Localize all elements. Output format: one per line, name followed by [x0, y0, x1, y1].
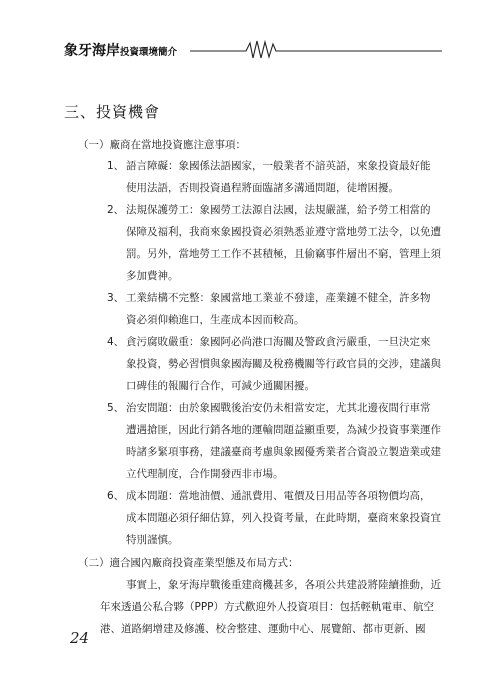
item-line: 法規保護勞工：象國勞工法源自法國，法規嚴謹，給予勞工相當的 — [126, 204, 431, 216]
item-line: 遭遇搶匪，因此行銷各地的運輸問題益顯重要，為減少投資事業運作 — [126, 424, 441, 436]
header-title-sub: 投資環境簡介 — [120, 47, 178, 58]
item-line: 多加費神。 — [126, 270, 179, 282]
item-line: 保障及福利，我商來象國投資必須熟悉並遵守當地勞工法令，以免遭 — [126, 226, 441, 238]
item-line: 治安問題：由於象國戰後治安仍未相當安定，尤其北邊夜間行車常 — [126, 402, 431, 414]
item-line: 口碑佳的報關行合作，可減少通關困擾。 — [126, 380, 315, 392]
item-line: 時諸多緊項事務，建議臺商考慮與象國優秀業者合資設立製造業或建 — [126, 446, 441, 458]
paragraph-line: 年來透過公私合夥（PPP）方式歡迎外人投資項目：包括輕軌電車、航空 — [100, 601, 434, 613]
item-line: 成本問題：當地油價、通訊費用、電價及日用品等各項物價均高， — [126, 490, 431, 502]
item-number: 2、 — [107, 204, 125, 216]
item-number: 6、 — [107, 490, 125, 502]
running-header — [64, 38, 442, 60]
item-number: 4、 — [107, 336, 125, 348]
header-title — [64, 40, 177, 60]
item-line: 象投資，勢必習慣與象國海關及稅務機關等行政官員的交涉，建議與 — [126, 358, 441, 370]
item-number: 1、 — [107, 160, 125, 172]
item-line: 工業結構不完整：象國當地工業並不發達，產業鏈不健全，許多物 — [126, 292, 431, 304]
subsection-heading-1: （一）廠商在當地投資應注意事項： — [78, 139, 246, 151]
paragraph-line: 事實上，象牙海岸戰後重建商機甚多，各項公共建設將陸續推動，近 — [126, 579, 441, 591]
item-line: 資必須仰賴進口，生產成本因而較高。 — [126, 314, 305, 326]
item-number: 3、 — [107, 292, 125, 304]
item-line: 使用法語，否則投資過程將面臨諸多溝通問題，徒增困擾。 — [126, 182, 399, 194]
item-line: 成本問題必須仔細估算，列入投資考量，在此時期，臺商來象投資宜 — [126, 512, 441, 524]
paragraph-line: 港、道路網增建及修護、校舍整建、運動中心、展覽館、都市更新、國 — [100, 623, 426, 635]
subsection-heading-2: （二）適合國內廠商投資產業型態及布局方式： — [78, 557, 299, 569]
item-line: 貪污腐敗嚴重：象國阿必尚港口海關及警政貪污嚴重，一旦決定來 — [126, 336, 431, 348]
header-title-main: 象牙海岸 — [64, 43, 120, 59]
page-number: 24 — [70, 629, 90, 647]
item-number: 5、 — [107, 402, 125, 414]
item-line: 語言障礙：象國係法語國家，一般業者不諳英語，來象投資最好能 — [126, 160, 431, 172]
item-line: 罰。另外，當地勞工工作不甚積極，且偷竊事件層出不窮，管理上須 — [126, 248, 441, 260]
item-line: 立代理制度，合作開發西非市場。 — [126, 468, 284, 480]
section-title: 三、投資機會 — [64, 103, 161, 121]
item-line: 特別謹慎。 — [126, 534, 179, 546]
